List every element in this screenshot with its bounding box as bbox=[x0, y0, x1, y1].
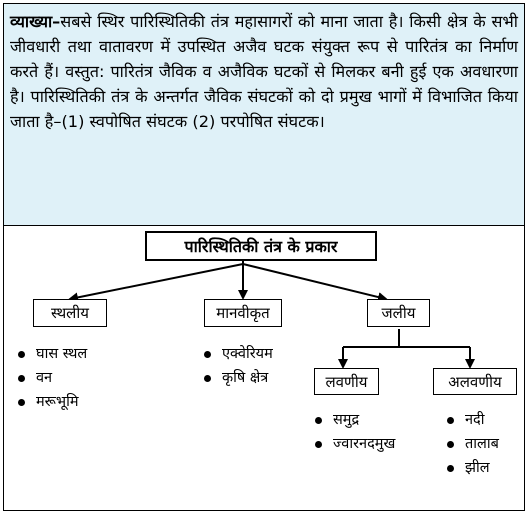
list-item: तालाब bbox=[443, 432, 499, 456]
explanation-heading: व्याख्या– bbox=[10, 12, 61, 31]
node-manmade: मानवीकृत bbox=[204, 299, 282, 327]
terrestrial-list bbox=[14, 342, 87, 414]
list-item: कृषि क्षेत्र bbox=[200, 366, 273, 390]
list-item: एक्वेरियम bbox=[200, 342, 273, 366]
arrow-to-aquatic bbox=[243, 264, 386, 299]
arrow-to-terrestrial bbox=[70, 264, 243, 299]
list-item: नदी bbox=[443, 408, 499, 432]
node-terrestrial: स्थलीय bbox=[33, 299, 107, 327]
manmade-list bbox=[200, 342, 273, 390]
node-aquatic: जलीय bbox=[367, 299, 430, 327]
list-item: झील bbox=[443, 456, 499, 480]
saline-list bbox=[311, 408, 395, 456]
node-freshwater: अलवणीय bbox=[433, 368, 517, 395]
freshwater-list bbox=[443, 408, 499, 480]
list-item: समुद्र bbox=[311, 408, 395, 432]
list-item: मरूभूमि bbox=[14, 390, 87, 414]
list-item: घास स्थल bbox=[14, 342, 87, 366]
node-saline: लवणीय bbox=[314, 368, 379, 395]
list-item: वन bbox=[14, 366, 87, 390]
root-node: पारिस्थितिकी तंत्र के प्रकार bbox=[145, 231, 377, 261]
list-item: ज्वारनदमुख bbox=[311, 432, 395, 456]
explanation-text: सबसे स्थिर पारिस्थितिकी तंत्र महासागरों को माना जाता है। किसी क्षेत्र के सभी जीवधारी तथा वातावरण में उपस्थित अजैव घटक संयुक्त रूप से पारितंत्र का निर्माण करते हैं। वस्तुत: पारितंत्र जैविक व अजैविक घटकों से मिलकर बनी हुई एक अवधारणा है। पारिस्थितिकी तंत्र के अन्तर्गत जैविक संघटकों को दो प्रमुख भागों में विभाजित किया जाता है–(1) स्वपोषित संघटक (2) परपोषित संघटक। bbox=[10, 12, 518, 131]
